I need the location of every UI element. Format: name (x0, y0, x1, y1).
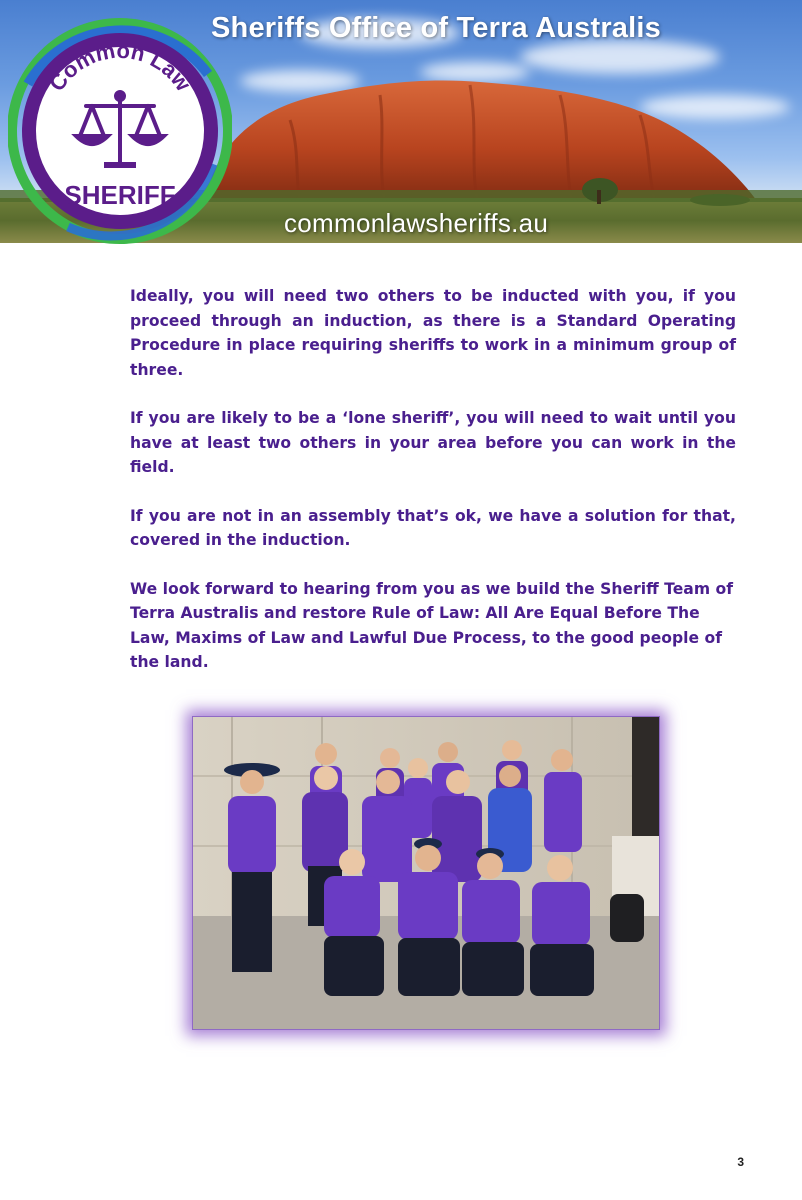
website-url[interactable]: commonlawsheriffs.au (284, 208, 549, 238)
paragraph-lone-sheriff: If you are likely to be a ‘lone sheriff’, you will need to wait until you have at least two others in your area before you can work in the field. (130, 409, 736, 476)
page-number: 3 (737, 1155, 744, 1169)
paragraph-closing: We look forward to hearing from you as we build the Sheriff Team of Terra Australis and restore Rule of Law: All Are Equal Before The Law, Maxims of Law and Lawful Due Process, to the good people of the land. (130, 579, 734, 671)
sheriff-team-group-photo (192, 716, 660, 1030)
paragraph-induction-group: Ideally, you will need two others to be inducted with you, if you proceed through an induction, as there is a Standard Operating Procedure in place requiring sheriffs to work in a minimum group of three. (130, 287, 736, 379)
banner-title: Sheriffs Office of Terra Australis (211, 12, 661, 44)
common-law-sheriff-logo (8, 14, 232, 248)
body-text (130, 284, 736, 699)
paragraph-assembly: If you are not in an assembly that’s ok, we have a solution for that, covered in the induction. (130, 506, 736, 549)
logo-top-text: Common Law (43, 37, 196, 96)
logo-bottom-text: SHERIFF (64, 180, 176, 210)
